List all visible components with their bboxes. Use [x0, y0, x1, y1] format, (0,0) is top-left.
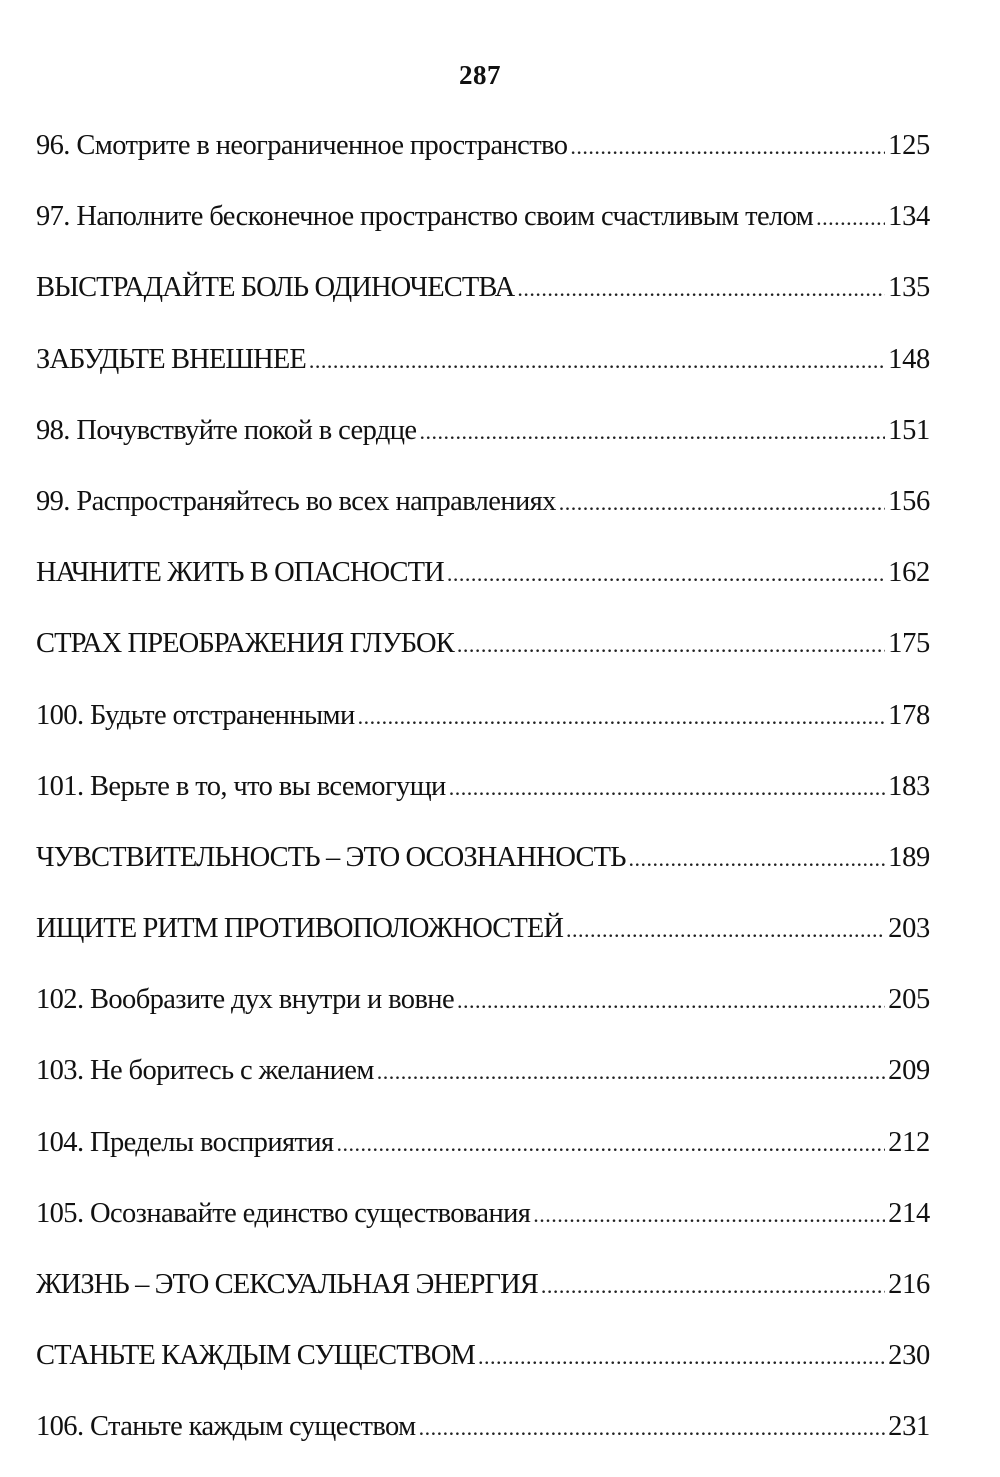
table-of-contents — [36, 124, 930, 1477]
dot-leader — [457, 622, 885, 667]
toc-page-number: 162 — [888, 557, 930, 589]
toc-entry — [36, 1121, 930, 1192]
toc-page-number: 216 — [888, 1269, 930, 1300]
toc-section-entry — [36, 551, 930, 622]
dot-leader — [570, 124, 885, 169]
dot-leader — [629, 836, 886, 881]
dot-leader — [533, 1192, 885, 1237]
toc-section-entry — [36, 1334, 930, 1405]
toc-section-entry — [36, 907, 930, 978]
toc-title: 97. Наполните бесконечное пространство своим счастливым телом — [36, 201, 814, 233]
toc-page-number: 183 — [888, 770, 930, 802]
toc-section-entry — [36, 338, 930, 409]
dot-leader — [457, 978, 885, 1023]
dot-leader — [447, 551, 885, 596]
toc-title: 106. Станьте каждым существом — [36, 1411, 416, 1443]
toc-title: ЧУВСТВИТЕЛЬНОСТЬ – ЭТО ОСОЗНАННОСТЬ — [36, 841, 626, 873]
toc-entry — [36, 978, 930, 1049]
toc-section-entry — [36, 1263, 930, 1334]
toc-page-number: 189 — [888, 841, 930, 873]
toc-entry — [36, 765, 930, 836]
toc-page-number: 151 — [888, 414, 930, 446]
toc-page-number: 148 — [888, 343, 930, 375]
toc-title: 104. Пределы восприятия — [36, 1126, 334, 1158]
toc-page-number: 212 — [888, 1126, 930, 1158]
toc-page-number: 209 — [888, 1055, 930, 1087]
toc-page-number: 230 — [888, 1340, 930, 1372]
toc-title: СТАНЬТЕ КАЖДЫМ СУЩЕСТВОМ — [36, 1340, 475, 1372]
toc-page-number: 214 — [888, 1197, 930, 1229]
toc-page-number: 125 — [888, 130, 930, 161]
toc-entry — [36, 124, 930, 195]
toc-title: 102. Вообразите дух внутри и вовне — [36, 984, 455, 1016]
toc-page-number: 156 — [888, 485, 930, 517]
dot-leader — [517, 266, 885, 311]
toc-title: 100. Будьте отстраненными — [36, 699, 355, 731]
toc-entry — [36, 1405, 930, 1476]
toc-page-number: 178 — [888, 699, 930, 731]
toc-title: ИЩИТЕ РИТМ ПРОТИВОПОЛОЖНОСТЕЙ — [36, 913, 564, 945]
toc-title: СТРАХ ПРЕОБРАЖЕНИЯ ГЛУБОК — [36, 628, 454, 660]
toc-entry — [36, 1049, 930, 1120]
toc-title: 105. Осознавайте единство существования — [36, 1197, 531, 1229]
toc-entry — [36, 694, 930, 765]
toc-page-number: 175 — [888, 628, 930, 660]
dot-leader — [541, 1263, 885, 1308]
toc-title: ЗАБУДЬТЕ ВНЕШНЕЕ — [36, 343, 306, 375]
toc-section-entry — [36, 836, 930, 907]
dot-leader — [309, 338, 885, 383]
toc-page-number: 231 — [888, 1411, 930, 1443]
toc-page-number: 205 — [888, 984, 930, 1016]
toc-page-number: 134 — [888, 201, 930, 233]
toc-entry — [36, 1192, 930, 1263]
toc-title: 96. Смотрите в неограниченное пространство — [36, 130, 568, 161]
toc-entry — [36, 409, 930, 480]
toc-title: 99. Распространяйтесь во всех направлениях — [36, 485, 556, 517]
toc-title: 101. Верьте в то, что вы всемогущи — [36, 770, 446, 802]
dot-leader — [559, 480, 885, 525]
toc-title: НАЧНИТЕ ЖИТЬ В ОПАСНОСТИ — [36, 557, 444, 589]
toc-page-number: 203 — [888, 913, 930, 945]
toc-section-entry — [36, 266, 930, 337]
toc-title: 98. Почувствуйте покой в сердце — [36, 414, 417, 446]
toc-entry — [36, 195, 930, 266]
dot-leader — [816, 195, 885, 240]
toc-section-entry — [36, 622, 930, 693]
dot-leader — [478, 1334, 885, 1379]
dot-leader — [337, 1121, 886, 1166]
page-number: 287 — [459, 60, 501, 90]
toc-page-number: 135 — [888, 272, 930, 304]
dot-leader — [358, 694, 886, 739]
dot-leader — [419, 1405, 886, 1450]
dot-leader — [566, 907, 885, 952]
toc-title: 103. Не боритесь с желанием — [36, 1055, 374, 1087]
toc-title: ВЫСТРАДАЙТЕ БОЛЬ ОДИНОЧЕСТВА — [36, 272, 515, 304]
dot-leader — [449, 765, 885, 810]
toc-entry — [36, 480, 930, 551]
toc-title: ЖИЗНЬ – ЭТО СЕКСУАЛЬНАЯ ЭНЕРГИЯ — [36, 1269, 538, 1300]
dot-leader — [419, 409, 885, 454]
dot-leader — [377, 1049, 885, 1094]
